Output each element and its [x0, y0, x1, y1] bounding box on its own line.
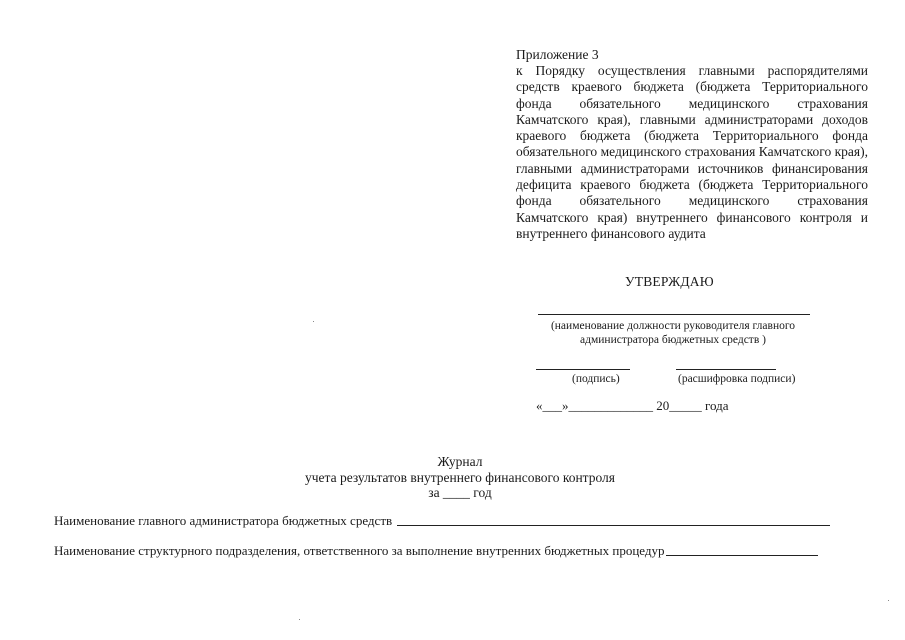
scan-speck	[313, 321, 314, 322]
journal-period: за ____ год	[428, 485, 492, 500]
appendix-title: Приложение 3	[516, 47, 599, 62]
admin-field-label: Наименование главного администратора бюджетных средств	[54, 513, 393, 528]
unit-field-line	[666, 555, 818, 556]
signature-line	[536, 369, 630, 370]
position-line	[538, 314, 810, 315]
unit-field-label: Наименование структурного подразделения, ответственного за выполнение внутренних бюджетных процедур	[54, 543, 665, 558]
decoding-caption: (расшифровка подписи)	[678, 373, 796, 385]
journal-title: Журнал	[437, 454, 483, 469]
decoding-line	[676, 369, 776, 370]
appendix-text: к Порядку осуществления главными распорядителями средств краевого бюджета (бюджета Территориального фонда обязательного медицинского страхования Камчатского края), главными администраторами доходов краевого бюджета (бюджета Территориального фонда обязательного медицинского страхования Камчатского края), главными администраторами источников финансирования дефицита краевого бюджета (бюджета Территориального фонда обязательного медицинского страхования Камчатского края) внутреннего финансового контроля и внутреннего финансового аудита	[516, 63, 868, 241]
position-caption: (наименование должности руководителя главного администратора бюджетных средств )	[550, 320, 796, 346]
journal-heading	[250, 454, 670, 501]
signature-caption: (подпись)	[572, 373, 620, 385]
journal-subtitle: учета результатов внутреннего финансового контроля	[305, 469, 615, 485]
approval-date: «___»_____________ 20_____ года	[536, 398, 729, 413]
scan-speck	[888, 600, 889, 601]
scan-speck	[299, 619, 300, 620]
admin-field-line	[397, 525, 830, 526]
approve-heading: УТВЕРЖДАЮ	[625, 274, 714, 289]
